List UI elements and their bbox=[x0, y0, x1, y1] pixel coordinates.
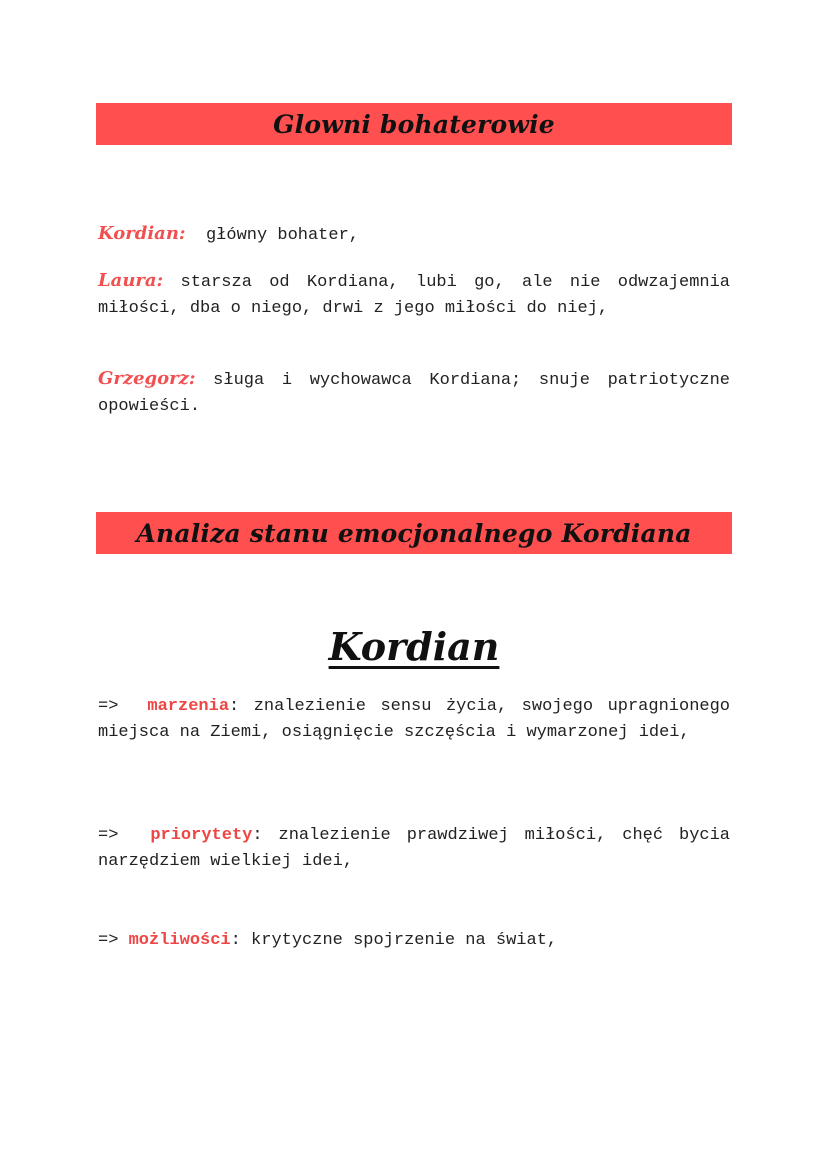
point-keyword: priorytety bbox=[150, 826, 253, 845]
point-text: znalezienie prawdziwej miłości, chęć bycia narzędziem wielkiej idei, bbox=[98, 826, 731, 871]
point-text: znalezienie sensu życia, swojego upragnionego miejsca na Ziemi, osiągnięcie szczęścia i wymarzonej idei, bbox=[98, 697, 730, 742]
character-description: starsza od Kordiana, lubi go, ale nie odwzajemnia miłości, dba o niego, drwi z jego miłości do niej, bbox=[98, 273, 730, 318]
point-separator: : bbox=[252, 826, 263, 845]
character-name: Laura: bbox=[98, 270, 164, 291]
analysis-point-possibilities bbox=[98, 928, 730, 954]
subheading bbox=[0, 624, 828, 669]
section-banner-main-characters bbox=[96, 103, 732, 145]
section-title: Analiza stanu emocjonalnego Kordiana bbox=[136, 518, 692, 548]
section-title: Glowni bohaterowie bbox=[273, 109, 555, 139]
point-separator: : bbox=[230, 931, 241, 950]
arrow-marker: => bbox=[98, 931, 119, 950]
subheading-text: Kordian bbox=[328, 624, 500, 669]
arrow-marker: => bbox=[98, 826, 119, 845]
point-keyword: możliwości bbox=[128, 931, 231, 950]
character-name: Grzegorz: bbox=[98, 368, 196, 389]
character-description: sługa i wychowawca Kordiana; snuje patriotyczne opowieści. bbox=[98, 371, 731, 416]
point-keyword: marzenia bbox=[147, 697, 230, 716]
character-entry-kordian bbox=[98, 221, 730, 249]
analysis-point-priorities bbox=[98, 823, 730, 875]
character-name: Kordian: bbox=[98, 223, 186, 244]
arrow-marker: => bbox=[98, 697, 119, 716]
point-text: krytyczne spojrzenie na świat, bbox=[251, 931, 558, 950]
analysis-point-dreams bbox=[98, 694, 730, 746]
point-separator: : bbox=[229, 697, 240, 716]
section-banner-emotional-analysis bbox=[96, 512, 732, 554]
character-description: główny bohater, bbox=[205, 226, 359, 245]
character-entry-laura bbox=[98, 268, 730, 322]
character-entry-grzegorz bbox=[98, 366, 730, 420]
